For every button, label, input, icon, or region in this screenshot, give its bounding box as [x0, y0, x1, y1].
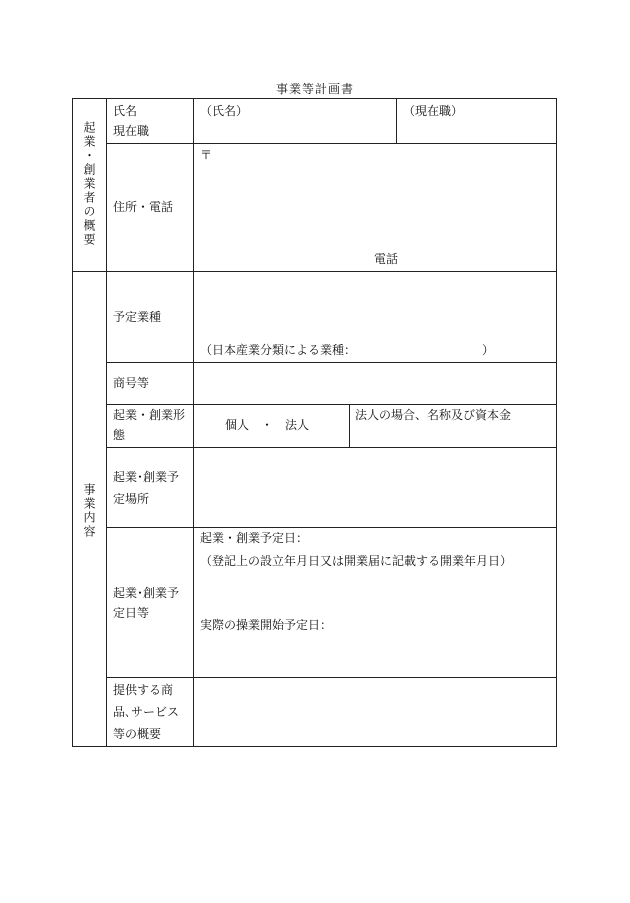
grid-line: [106, 99, 107, 746]
planned-business-type-label: 予定業種: [113, 310, 162, 324]
grid-line: [349, 404, 350, 447]
industry-classification-note: （日本産業分類による業種： ）: [200, 343, 495, 357]
grid-line: [106, 527, 556, 528]
operation-start-date-field: 実際の操業開始予定日：: [200, 618, 333, 632]
document-title: 事業等計画書: [275, 82, 354, 96]
section-label-business-content: 事業内容: [82, 483, 96, 539]
products-services-label-cont: 品､サービス: [113, 705, 180, 719]
postal-mark: 〒: [200, 148, 213, 162]
business-form-label: 起業・創業形: [113, 408, 186, 422]
phone-label: 電話: [374, 252, 399, 266]
planned-location-label-cont: 定場所: [113, 492, 150, 506]
grid-line: [193, 99, 194, 746]
founding-date-field: 起業・創業予定日：: [200, 531, 309, 545]
planned-date-label: 起業･創業予: [113, 586, 180, 600]
grid-line: [396, 99, 397, 143]
grid-line: [106, 677, 556, 678]
planned-date-label-cont: 定日等: [113, 606, 150, 620]
business-plan-form: [72, 98, 557, 747]
planned-location-label: 起業･創業予: [113, 470, 180, 484]
grid-line: [73, 271, 556, 272]
trade-name-label: 商号等: [113, 376, 150, 390]
corporation-note: 法人の場合、名称及び資本金: [355, 408, 512, 422]
founding-date-note: （登記上の設立年月日又は開業届に記載する開業年月日）: [200, 554, 513, 568]
business-form-options[interactable]: 個人 ・ 法人: [225, 418, 310, 432]
grid-line: [106, 143, 556, 144]
products-services-label: 提供する商: [113, 683, 174, 697]
address-phone-label: 住所・電話: [113, 200, 174, 214]
grid-line: [106, 447, 556, 448]
section-label-founder-overview: 起業・創業者の概要: [82, 121, 96, 247]
name-field[interactable]: （氏名）: [200, 104, 249, 118]
business-form-label-cont: 態: [113, 428, 126, 442]
current-job-label: 現在職: [113, 124, 150, 138]
grid-line: [106, 362, 556, 363]
current-job-field[interactable]: （現在職）: [403, 104, 464, 118]
products-services-label-end: 等の概要: [113, 727, 162, 741]
name-label: 氏名: [113, 104, 138, 118]
